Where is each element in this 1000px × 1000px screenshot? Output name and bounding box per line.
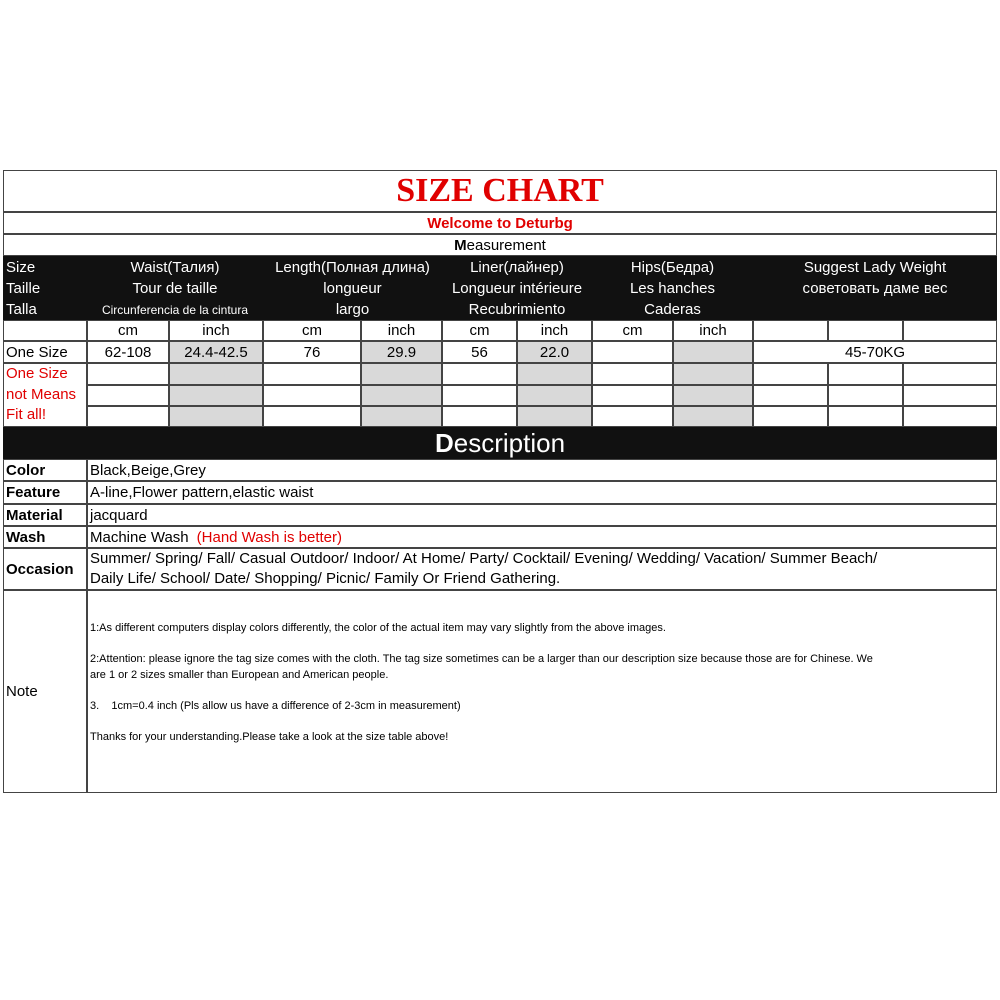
description-rest: escription	[453, 427, 566, 458]
measurement-initial: M	[454, 236, 467, 254]
material-value: jacquard	[87, 504, 997, 526]
empty-row-a-length-inch	[361, 363, 442, 385]
wash-value-cell	[87, 526, 997, 548]
measurement-heading	[3, 234, 997, 256]
empty-row-a-length-cm	[263, 363, 361, 385]
feature-label: Feature	[3, 481, 87, 504]
size-header-cell: Size	[3, 256, 87, 278]
length-unit-inch: inch	[361, 320, 442, 341]
waist-header-cell: Waist(Талия)	[87, 256, 263, 278]
length-inch-value: 29.9	[361, 341, 442, 363]
hips-unit-inch: inch	[673, 320, 753, 341]
weight-es-cell	[753, 299, 997, 320]
weight-unit-1	[753, 320, 828, 341]
empty-row-c-waist-cm	[87, 406, 169, 427]
empty-row-a-hips-cm	[592, 363, 673, 385]
waist-unit-cm: cm	[87, 320, 169, 341]
one-size-label: One Size	[3, 341, 87, 363]
units-label-cell	[3, 320, 87, 341]
empty-row-a-w1	[753, 363, 828, 385]
empty-row-c-hips-cm	[592, 406, 673, 427]
empty-row-b-length-inch	[361, 385, 442, 406]
wash-note: (Hand Wash is better)	[196, 528, 342, 546]
material-label: Material	[3, 504, 87, 526]
waist-es-cell: Circunferencia de la cintura	[87, 299, 263, 320]
fit-warning-line-1: One Size	[6, 365, 68, 382]
note-line-4: Thanks for your understanding.Please take a look at the size table above!	[90, 731, 449, 743]
weight-unit-2	[828, 320, 903, 341]
hips-inch-value	[673, 341, 753, 363]
liner-es-cell: Recubrimiento	[442, 299, 592, 320]
liner-cm-value: 56	[442, 341, 517, 363]
empty-row-a-liner-cm	[442, 363, 517, 385]
description-heading	[3, 427, 997, 459]
waist-unit-inch: inch	[169, 320, 263, 341]
empty-row-b-length-cm	[263, 385, 361, 406]
wash-label: Wash	[3, 526, 87, 548]
hips-header-cell: Hips(Бедра)	[592, 256, 753, 278]
waist-fr-cell: Tour de taille	[87, 278, 263, 299]
empty-row-c-length-inch	[361, 406, 442, 427]
fit-warning-line-2: not Means	[6, 385, 77, 403]
waist-inch-value: 24.4-42.5	[169, 341, 263, 363]
occasion-line-2: Daily Life/ School/ Date/ Shopping/ Picnic/ Family Or Friend Gathering.	[90, 570, 561, 587]
empty-row-b-liner-cm	[442, 385, 517, 406]
empty-row-c-length-cm	[263, 406, 361, 427]
weight-header-cell: Suggest Lady Weight	[753, 256, 997, 278]
empty-row-a-liner-inch	[517, 363, 592, 385]
taille-header-cell: Taille	[3, 278, 87, 299]
empty-row-c-hips-inch	[673, 406, 753, 427]
empty-row-a-w3	[903, 363, 997, 385]
empty-row-b-waist-cm	[87, 385, 169, 406]
note-label: Note	[3, 590, 87, 793]
empty-row-b-w2	[828, 385, 903, 406]
measurement-rest: easurement	[466, 236, 546, 254]
liner-header-cell: Liner(лайнер)	[442, 256, 592, 278]
empty-row-c-liner-cm	[442, 406, 517, 427]
hips-fr-cell: Les hanches	[592, 278, 753, 299]
empty-row-a-hips-inch	[673, 363, 753, 385]
occasion-value	[87, 548, 997, 590]
color-label: Color	[3, 459, 87, 481]
empty-row-b-liner-inch	[517, 385, 592, 406]
length-es-cell: largo	[263, 299, 442, 320]
note-line-1: 1:As different computers display colors differently, the color of the actual item may vary slightly from the above images.	[90, 622, 666, 634]
description-initial: D	[434, 427, 454, 458]
note-line-3: 3. 1cm=0.4 inch (Pls allow us have a difference of 2-3cm in measurement)	[90, 700, 461, 712]
hips-es-cell: Caderas	[592, 299, 753, 320]
fit-warning-line-3: Fit all!	[6, 406, 47, 423]
length-fr-cell: longueur	[263, 278, 442, 299]
empty-row-a-waist-cm	[87, 363, 169, 385]
empty-row-c-w2	[828, 406, 903, 427]
length-cm-value: 76	[263, 341, 361, 363]
size-chart-title: SIZE CHART	[3, 170, 997, 212]
feature-value: A-line,Flower pattern,elastic waist	[87, 481, 997, 504]
empty-row-c-w3	[903, 406, 997, 427]
empty-row-b-waist-inch	[169, 385, 263, 406]
note-line-2b: are 1 or 2 sizes smaller than European and American people.	[90, 669, 389, 681]
occasion-label: Occasion	[3, 548, 87, 590]
wash-value: Machine Wash	[90, 528, 189, 546]
weight-ru-cell: советовать даме вес	[753, 278, 997, 299]
fit-warning-note	[3, 363, 87, 427]
empty-row-a-w2	[828, 363, 903, 385]
empty-row-c-liner-inch	[517, 406, 592, 427]
hips-cm-value	[592, 341, 673, 363]
empty-row-c-w1	[753, 406, 828, 427]
empty-row-c-waist-inch	[169, 406, 263, 427]
empty-row-b-w3	[903, 385, 997, 406]
liner-unit-cm: cm	[442, 320, 517, 341]
empty-row-b-w1	[753, 385, 828, 406]
liner-inch-value: 22.0	[517, 341, 592, 363]
liner-unit-inch: inch	[517, 320, 592, 341]
weight-value: 45-70KG	[753, 341, 997, 363]
welcome-banner: Welcome to Deturbg	[3, 212, 997, 234]
hips-unit-cm: cm	[592, 320, 673, 341]
note-content	[87, 590, 997, 793]
empty-row-b-hips-cm	[592, 385, 673, 406]
color-value: Black,Beige,Grey	[87, 459, 997, 481]
occasion-line-1: Summer/ Spring/ Fall/ Casual Outdoor/ Indoor/ At Home/ Party/ Cocktail/ Evening/ Wedding/ Vacation/ Summer Beach/	[90, 550, 878, 567]
liner-fr-cell: Longueur intérieure	[442, 278, 592, 299]
length-header-cell: Length(Полная длина)	[263, 256, 442, 278]
waist-cm-value: 62-108	[87, 341, 169, 363]
weight-unit-3	[903, 320, 997, 341]
empty-row-a-waist-inch	[169, 363, 263, 385]
note-line-2a: 2:Attention: please ignore the tag size comes with the cloth. The tag size sometimes can be a larger than our description size because those are for Chinese. We	[90, 653, 873, 665]
empty-row-b-hips-inch	[673, 385, 753, 406]
talla-header-cell: Talla	[3, 299, 87, 320]
length-unit-cm: cm	[263, 320, 361, 341]
